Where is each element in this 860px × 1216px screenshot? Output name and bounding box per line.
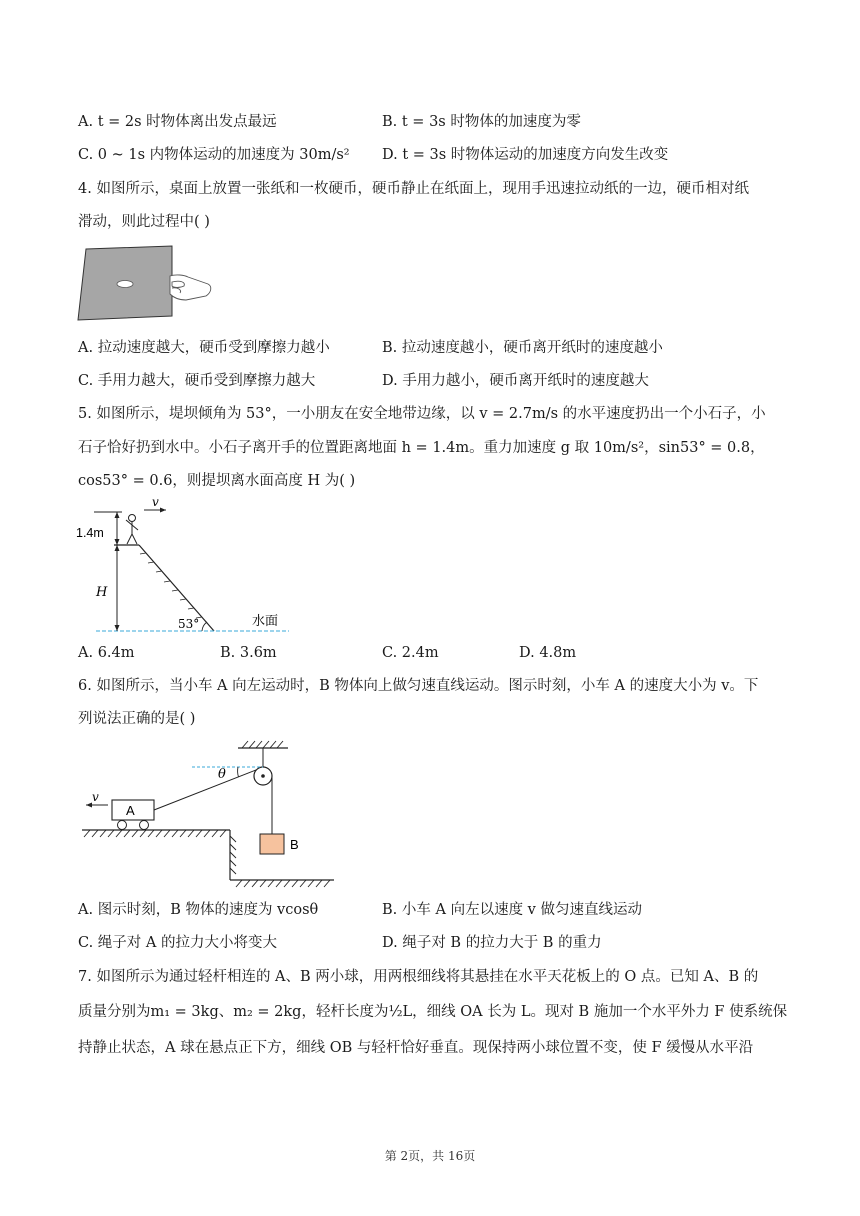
q3-option-a: A. t = 2s 时物体离出发点最远 (78, 114, 277, 130)
q5-option-b: B. 3.6m (220, 645, 277, 661)
big-h-label: H (96, 585, 108, 600)
q6-option-d: D. 绳子对 B 的拉力大于 B 的重力 (382, 935, 602, 951)
q4-option-a: A. 拉动速度越大，硬币受到摩擦力越小 (78, 340, 330, 356)
q6-pulley-figure (78, 738, 338, 888)
block-b-label: B (290, 837, 299, 852)
q5-stem-line1: 5. 如图所示，堤坝倾角为 53°，一小朋友在安全地带边缘，以 v = 2.7m/s 的水平速度扔出一个小石子，小 (78, 406, 766, 422)
q6-stem-line2: 列说法正确的是( ) (78, 711, 196, 727)
block-b (260, 834, 284, 854)
q6-option-a: A. 图示时刻，B 物体的速度为 vcosθ (78, 902, 319, 918)
q7-stem-line3: 持静止状态，A 球在悬点正下方，细线 OB 与轻杆恰好垂直。现保持两小球位置不变，使 F 缓慢从水平沿 (78, 1040, 754, 1056)
q3-option-b: B. t = 3s 时物体的加速度为零 (382, 114, 581, 130)
q4-option-c: C. 手用力越大，硬币受到摩擦力越大 (78, 373, 316, 389)
hand-shape (170, 275, 211, 300)
q5-dam-figure (74, 498, 294, 638)
water-label: 水面 (252, 614, 279, 629)
small-h-label: 1.4m (76, 526, 104, 540)
q4-option-b: B. 拉动速度越小，硬币离开纸时的速度越小 (382, 340, 663, 356)
q4-option-d: D. 手用力越小，硬币离开纸时的速度越大 (382, 373, 649, 389)
cart-a-label: A (126, 803, 135, 818)
q7-stem-line1: 7. 如图所示为通过轻杆相连的 A、B 两小球，用两根细线将其悬挂在水平天花板上的 O 点。已知 A、B 的 (78, 969, 759, 985)
coin-shape (117, 281, 133, 288)
q6-option-b: B. 小车 A 向左以速度 v 做匀速直线运动 (382, 902, 642, 918)
q4-paper-coin-figure (76, 244, 216, 322)
q5-option-c: C. 2.4m (382, 645, 439, 661)
q5-stem-line3: cos53° = 0.6，则提坝离水面高度 H 为( ) (78, 473, 356, 489)
q7-stem-line2: 质量分别为m₁ = 3kg、m₂ = 2kg，轻杆长度为½L，细线 OA 长为 L。现对 B 施加一个水平外力 F 使系统保 (78, 1004, 788, 1020)
q3-option-c: C. 0 ~ 1s 内物体运动的加速度为 30m/s² (78, 147, 350, 163)
theta-label: θ (218, 767, 226, 782)
q4-stem-line2: 滑动，则此过程中( ) (78, 214, 210, 230)
q5-option-d: D. 4.8m (519, 645, 577, 661)
velocity-label: v (152, 498, 159, 509)
q3-option-d: D. t = 3s 时物体运动的加速度方向发生改变 (382, 147, 669, 163)
q6-velocity-label: v (92, 790, 99, 804)
child-figure (126, 515, 138, 545)
page-footer: 第 2页，共 16页 (384, 1149, 476, 1163)
q6-option-c: C. 绳子对 A 的拉力大小将变大 (78, 935, 277, 951)
q5-option-a: A. 6.4m (78, 645, 135, 661)
q5-stem-line2: 石子恰好扔到水中。小石子离开手的位置距离地面 h = 1.4m。重力加速度 g 取 10m/s²，sin53° = 0.8， (78, 440, 765, 456)
angle-label: 53° (178, 617, 200, 631)
q4-stem-line1: 4. 如图所示，桌面上放置一张纸和一枚硬币，硬币静止在纸面上，现用手迅速拉动纸的一边，硬币相对纸 (78, 181, 749, 197)
q6-stem-line1: 6. 如图所示，当小车 A 向左运动时，B 物体向上做匀速直线运动。图示时刻，小车 A 的速度大小为 v。下 (78, 678, 759, 694)
